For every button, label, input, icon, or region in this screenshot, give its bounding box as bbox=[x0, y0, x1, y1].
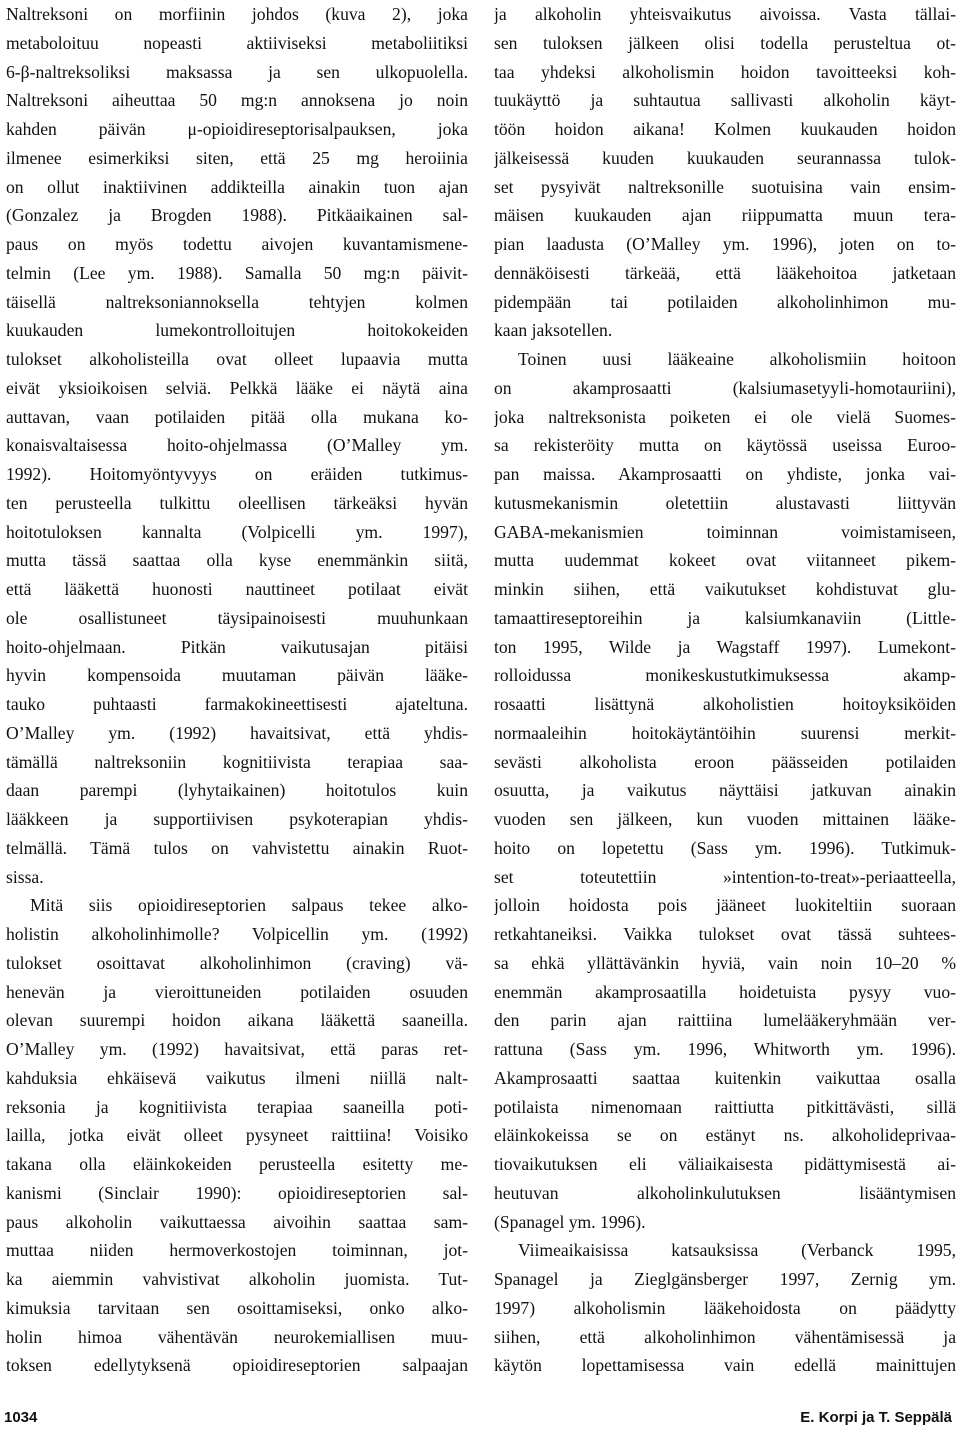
text-line: O’Malley ym. (1992) havaitsivat, että paras ret- bbox=[6, 1039, 468, 1059]
text-line: ja alkoholin yhteisvaikutus aivoissa. Vasta tällai- bbox=[494, 4, 956, 24]
text-line: 6-β-naltreksoliksi maksassa ja sen ulkopuolella. bbox=[6, 61, 468, 82]
text-line: kaan jaksotellen. bbox=[494, 320, 613, 341]
text-line: Naltreksoni on morfiinin johdos (kuva 2), joka bbox=[6, 4, 468, 24]
text-line: sevästi alkoholista eroon päässeiden potilaiden bbox=[494, 751, 956, 772]
text-line: set toteutettiin »intention-to-treat»-periaatteella, bbox=[494, 866, 956, 887]
text-line: Toinen uusi lääkeaine alkoholismiin hoitoon bbox=[518, 349, 956, 369]
text-line: että lääkettä huonosti nauttineet potilaat eivät bbox=[6, 579, 468, 599]
text-line: ton 1995, Wilde ja Wagstaff 1997). Lumekont- bbox=[494, 636, 956, 657]
text-line: tuukäyttö ja suhtautua sallivasti alkoholin käyt- bbox=[494, 90, 956, 111]
text-line: Mitä siis opioidireseptorien salpaus tekee alko- bbox=[30, 895, 468, 916]
text-line: hyvin kompensoida muutaman päivän lääke- bbox=[6, 665, 468, 686]
text-line: rattuna (Sass ym. 1996, Whitworth ym. 1996). bbox=[494, 1039, 956, 1059]
text-line: konaisvaltaisessa hoito-ohjelmassa (O’Malley ym. bbox=[6, 435, 468, 456]
text-line: ten perusteella tulkittu oleellisen tärkeäksi hyvän bbox=[6, 492, 468, 513]
text-line: jolloin hoidosta pois jääneet luokiteltiin suoraan bbox=[494, 895, 956, 916]
text-line: mäisen kuukauden ajan riippumatta muun tera- bbox=[494, 205, 956, 226]
text-line: takana olla eläinkokeiden perusteella esitetty me- bbox=[6, 1154, 468, 1174]
text-line: toksen edellytyksenä opioidireseptorien salpaajan bbox=[6, 1355, 468, 1376]
text-line: joka naltreksonista poiketen ei ole vielä Suomes- bbox=[494, 406, 956, 427]
text-line: reksonia ja kognitiivista terapiaa saaneilla poti- bbox=[6, 1096, 468, 1117]
text-line: sa rekisteröity mutta on käytössä useissa Euroo- bbox=[494, 435, 956, 456]
text-line: Akamprosaatti saattaa kuitenkin vaikuttaa osalla bbox=[494, 1067, 956, 1088]
text-line: ilmenee esimerkiksi siten, että 25 mg heroiinia bbox=[6, 147, 468, 168]
text-line: eivät yksioikoisen selviä. Pelkkä lääke ei näytä aina bbox=[6, 377, 468, 398]
text-line: holistin alkoholinhimolle? Volpicellin ym. (1992) bbox=[6, 924, 468, 944]
text-line: eläinkokeissa se on estänyt ns. alkoholideprivaa- bbox=[494, 1125, 956, 1146]
text-line: set pysyivät naltreksonille suotuisina vain ensim- bbox=[494, 176, 956, 197]
text-line: O’Malley ym. (1992) havaitsivat, että yhdis- bbox=[6, 722, 468, 743]
text-line: siihen, että alkoholinhimon vähentämisessä ja bbox=[494, 1326, 956, 1347]
text-line: den parin ajan raittiina lumelääkeryhmään ver- bbox=[494, 1010, 956, 1031]
text-line: 1997) alkoholismin lääkehoidosta on päädytty bbox=[494, 1297, 956, 1318]
text-line: tamaattireseptoreihin ja kalsiumkanaviin (Little- bbox=[494, 607, 956, 628]
text-line: Viimeaikaisissa katsauksissa (Verbanck 1995, bbox=[518, 1240, 956, 1261]
text-line: sen tuloksen jälkeen olisi todella perusteltua ot- bbox=[494, 32, 956, 53]
page-number: 1034 bbox=[4, 1409, 38, 1426]
text-line: metaboloituu nopeasti aktiiviseksi metaboliitiksi bbox=[6, 32, 468, 53]
text-line: Spanagel ja Zieglgänsberger 1997, Zernig ym. bbox=[494, 1269, 956, 1289]
page-footer bbox=[0, 1409, 960, 1435]
text-line: auttavan, vaan potilaiden pitää olla mukana ko- bbox=[6, 406, 468, 427]
text-line: on ollut inaktiivinen addikteilla ainakin tuon ajan bbox=[6, 176, 468, 197]
text-line: tulokset alkoholisteilla ovat olleet lupaavia mutta bbox=[6, 349, 468, 369]
text-line: rolloidussa monikeskustutkimuksessa akamp- bbox=[494, 665, 956, 686]
text-line: lailla, jotka eivät olleet pysyneet raittiina! Voisiko bbox=[6, 1125, 468, 1146]
text-line: hoito on lopetettu (Sass ym. 1996). Tutkimuk- bbox=[494, 837, 956, 858]
text-line: sa ehkä yllättävänkin hyviä, vain noin 10–20 % bbox=[494, 952, 956, 973]
running-footer-authors: E. Korpi ja T. Seppälä bbox=[800, 1409, 952, 1426]
text-line: normaaleihin hoitokäytäntöihin suurensi merkit- bbox=[494, 722, 956, 743]
text-line: 1992). Hoitomyöntyvyys on eräiden tutkimus- bbox=[6, 464, 468, 484]
text-line: retkahtaneiksi. Vaikka tulokset ovat tässä suhtees- bbox=[494, 924, 956, 944]
text-line: potilaista nimenomaan raittiutta pitkittävästi, sillä bbox=[494, 1096, 956, 1117]
text-line: kutusmekanismin oletettiin alustavasti liittyvän bbox=[494, 492, 956, 513]
text-line: olevan suurempi hoidon aikana lääkettä saaneilla. bbox=[6, 1010, 468, 1031]
text-line: paus on myös todettu aivojen kuvantamismene- bbox=[6, 234, 468, 254]
text-line: täisellä naltreksoniannoksella tehtyjen kolmen bbox=[6, 291, 468, 312]
text-line: kanismi (Sinclair 1990): opioidireseptorien sal- bbox=[6, 1182, 468, 1203]
text-line: on akamprosaatti (kalsiumasetyyli-homotauriini), bbox=[494, 377, 956, 398]
text-line: (Gonzalez ja Brogden 1988). Pitkäaikainen sal- bbox=[6, 205, 468, 226]
text-line: mutta uudemmat kokeet ovat viitanneet pikem- bbox=[494, 550, 956, 571]
text-line: heutuvan alkoholinkulutuksen lisääntymisen bbox=[494, 1182, 956, 1203]
text-line: paus alkoholin vaikuttaessa aivoihin saattaa sam- bbox=[6, 1211, 468, 1232]
text-line: kimuksia tarvitaan sen osoittamiseksi, onko alko- bbox=[6, 1297, 468, 1318]
text-line: GABA-mekanismien toiminnan voimistamiseen, bbox=[494, 521, 956, 542]
text-line: kahden päivän μ-opioidireseptorisalpauksen, joka bbox=[6, 119, 468, 139]
text-line: sissa. bbox=[6, 866, 44, 887]
text-line: tämällä naltreksoniin kognitiivista terapiaa saa- bbox=[6, 751, 468, 772]
text-line: minkin siihen, että vaikutukset kohdistuvat glu- bbox=[494, 579, 956, 599]
right-text-column bbox=[494, 0, 956, 1380]
text-line: muttaa niiden hermoverkostojen toiminnan, jot- bbox=[6, 1240, 468, 1261]
left-text-column bbox=[6, 0, 468, 1380]
text-line: kuukauden lumekontrolloitujen hoitokokeiden bbox=[6, 320, 468, 341]
text-line: (Spanagel ym. 1996). bbox=[494, 1211, 646, 1232]
text-line: ka aiemmin vahvistivat alkoholin juomista. Tut- bbox=[6, 1269, 468, 1289]
text-line: jälkeisessä kuuden kuukauden seurannassa tulok- bbox=[494, 147, 956, 168]
text-line: käytön lopettamisessa vain edellä mainittujen bbox=[494, 1355, 956, 1376]
text-line: holin himoa vähentävän neurokemiallisen muu- bbox=[6, 1326, 468, 1347]
text-line: pidempään tai potilaiden alkoholinhimon mu- bbox=[494, 291, 956, 312]
text-line: tulokset osoittavat alkoholinhimon (craving) vä- bbox=[6, 952, 468, 973]
text-line: henevän ja vieroittuneiden potilaiden osuuden bbox=[6, 981, 468, 1002]
text-line: pan maissa. Akamprosaatti on yhdiste, jonka vai- bbox=[494, 464, 956, 484]
text-line: lääkkeen ja supportiivisen psykoterapian yhdis- bbox=[6, 809, 468, 829]
text-line: tiovaikutuksen eli väliaikaisesta pidättymisestä ai- bbox=[494, 1154, 956, 1174]
text-line: daan parempi (lyhytaikainen) hoitotulos kuin bbox=[6, 780, 468, 801]
text-line: töön hoidon aikana! Kolmen kuukauden hoidon bbox=[494, 119, 956, 139]
text-line: vuoden sen jälkeen, kun vuoden mittainen lääke- bbox=[494, 809, 956, 829]
text-line: telmällä. Tämä tulos on vahvistettu ainakin Ruot- bbox=[6, 837, 468, 858]
text-line: enemmän akamprosaatilla hoidetuista pysyy vuo- bbox=[494, 981, 956, 1002]
text-line: ole osallistuneet täysipainoisesti muuhunkaan bbox=[6, 607, 468, 628]
text-line: hoito-ohjelmaan. Pitkän vaikutusajan pitäisi bbox=[6, 636, 468, 657]
text-line: kahduksia ehkäisevä vaikutus ilmeni niillä nalt- bbox=[6, 1067, 468, 1088]
text-line: osuutta, ja vaikutus näyttäisi jatkuvan ainakin bbox=[494, 780, 956, 801]
text-line: telmin (Lee ym. 1988). Samalla 50 mg:n päivit- bbox=[6, 262, 468, 283]
text-line: tauko puhtaasti farmakokineettisesti ajateltuna. bbox=[6, 694, 468, 714]
text-line: mutta tässä saattaa olla kyse enemmänkin siitä, bbox=[6, 550, 468, 571]
text-line: rosaatti lisättynä alkoholistien hoitoyksiköiden bbox=[494, 694, 956, 714]
text-line: hoitotuloksen kannalta (Volpicelli ym. 1997), bbox=[6, 521, 468, 542]
text-line: Naltreksoni aiheuttaa 50 mg:n annoksena jo noin bbox=[6, 90, 468, 111]
text-line: taa yhdeksi alkoholismin hoidon tavoitteeksi koh- bbox=[494, 61, 956, 82]
text-line: dennäköisesti tärkeää, että lääkehoitoa jatketaan bbox=[494, 262, 956, 283]
text-line: pian laadusta (O’Malley ym. 1996), joten on to- bbox=[494, 234, 956, 254]
